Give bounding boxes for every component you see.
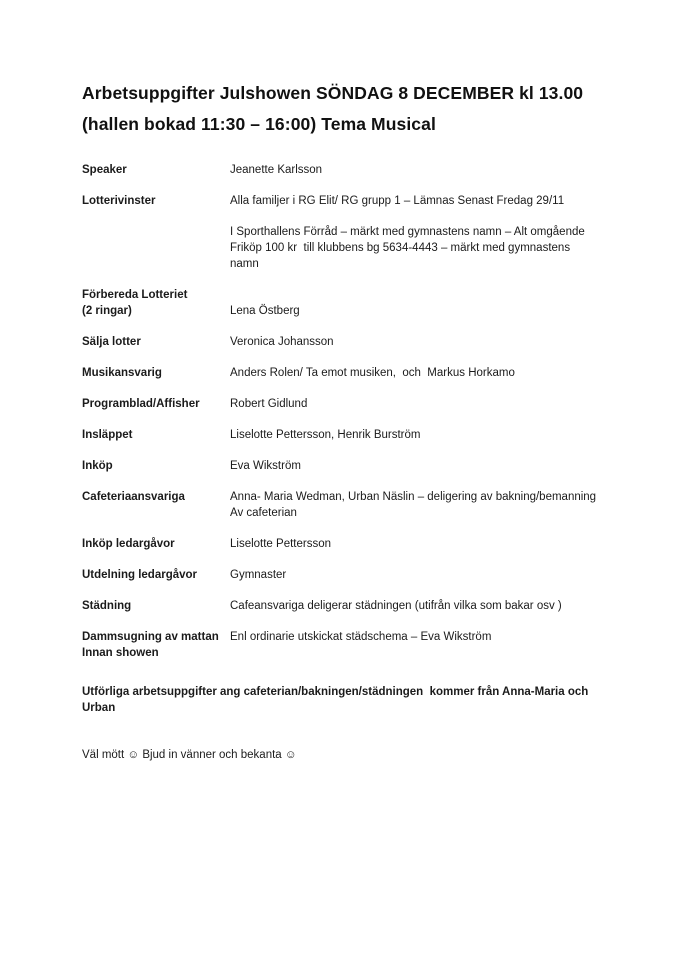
- assignment-label: Sälja lotter: [82, 336, 141, 348]
- assignment-row: [82, 536, 604, 552]
- assignment-label: Speaker: [82, 164, 127, 176]
- footer-note-line-1: Utförliga arbetsuppgifter ang cafeterian/bakningen/städningen kommer från Anna-Maria och: [82, 686, 589, 698]
- assignment-value: I Sporthallens Förråd – märkt med gymnastens namn – Alt omgående Friköp 100 kr till klubbens bg 5634-4443 – märkt med gymnastens namn: [230, 226, 585, 270]
- assignment-row: [82, 567, 604, 583]
- assignment-row: [82, 162, 604, 178]
- assignment-value: Gymnaster: [230, 569, 287, 581]
- assignment-value: Veronica Johansson: [230, 336, 334, 348]
- assignment-row: [82, 427, 604, 443]
- assignment-value: Robert Gidlund: [230, 398, 308, 410]
- assignment-label: Städning: [82, 600, 132, 612]
- assignment-value: Lena Östberg: [230, 305, 300, 317]
- assignment-value: Anders Rolen/ Ta emot musiken, och Markus Horkamo: [230, 367, 515, 379]
- assignment-value: Enl ordinarie utskickat städschema – Eva Wikström: [230, 631, 492, 643]
- assignment-label: Utdelning ledargåvor: [82, 569, 198, 581]
- footer-note-line-2: Urban: [82, 702, 116, 714]
- assignment-label: Programblad/Affisher: [82, 398, 200, 410]
- assignment-label: Inköp ledargåvor: [82, 538, 175, 550]
- assignment-row: [82, 598, 604, 614]
- title-line-2: (hallen bokad 11:30 – 16:00) Tema Musical: [82, 114, 436, 134]
- assignment-label: Förbereda Lotteriet (2 ringar): [82, 289, 188, 317]
- footer-note: [82, 684, 604, 716]
- assignment-row: [82, 489, 604, 521]
- assignment-value: Anna- Maria Wedman, Urban Näslin – deligering av bakning/bemanning Av cafeterian: [230, 491, 597, 519]
- assignment-row: [82, 396, 604, 412]
- assignment-value: Alla familjer i RG Elit/ RG grupp 1 – Lämnas Senast Fredag 29/11: [230, 195, 565, 207]
- assignment-value: Jeanette Karlsson: [230, 164, 323, 176]
- assignment-label: Cafeteriaansvariga: [82, 491, 185, 503]
- assignment-row: [82, 287, 604, 319]
- assignment-label: Inköp: [82, 460, 113, 472]
- assignment-value: Cafeansvariga deligerar städningen (utifrån vilka som bakar osv ): [230, 600, 562, 612]
- assignment-row: [82, 224, 604, 272]
- assignment-value: Liselotte Pettersson: [230, 538, 332, 550]
- document-title: [82, 78, 604, 140]
- title-line-1: Arbetsuppgifter Julshowen SÖNDAG 8 DECEMBER kl 13.00: [82, 83, 584, 103]
- assignment-row: [82, 193, 604, 209]
- assignment-label: Lotterivinster: [82, 195, 156, 207]
- assignment-label: Dammsugning av mattan Innan showen: [82, 631, 219, 659]
- assignment-row: [82, 365, 604, 381]
- assignment-label: Musikansvarig: [82, 367, 162, 379]
- closing-line: Väl mött ☺ Bjud in vänner och bekanta ☺: [82, 749, 297, 761]
- assignment-value: Liselotte Pettersson, Henrik Burström: [230, 429, 421, 441]
- assignments-table: [82, 162, 604, 661]
- document-content: [82, 78, 604, 763]
- assignment-value: Eva Wikström: [230, 460, 301, 472]
- assignment-row: [82, 458, 604, 474]
- assignment-row: [82, 334, 604, 350]
- assignment-row: [82, 629, 604, 661]
- assignment-label: Insläppet: [82, 429, 133, 441]
